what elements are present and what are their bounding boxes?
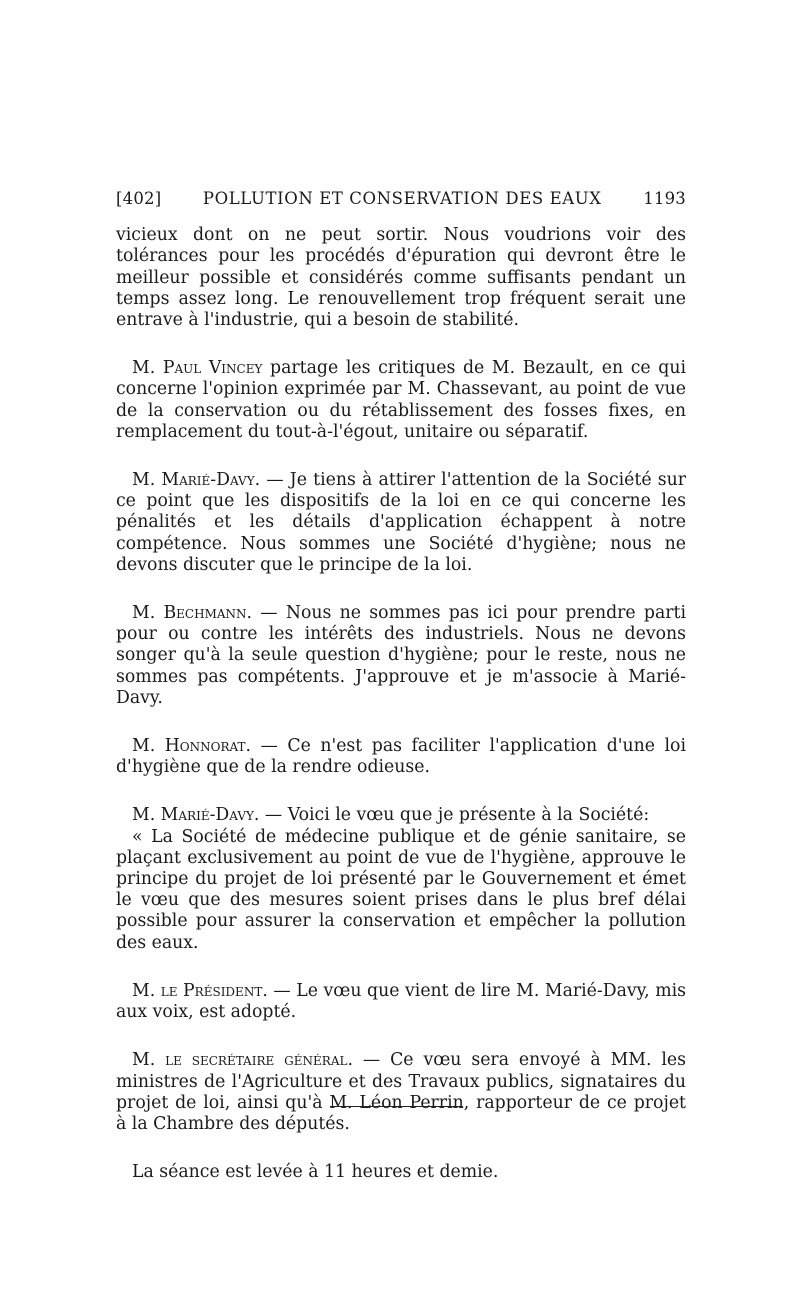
paragraph-marie-davy-2 (116, 805, 686, 953)
paragraph-text: — Voici le vœu que je présente à la Société: (259, 805, 650, 826)
paragraph-intro (116, 805, 686, 826)
paragraph-bechmann (116, 603, 686, 709)
paragraph-text: — Ce vœu sera envoyé à MM. les ministres de l'Agriculture et des Travaux publics, signataires du projet de loi, ainsi qu'à M. Léon Perrin, rapporteur de ce projet à la Chambre des députés. (116, 1050, 686, 1134)
paragraph-text: — Le vœu que vient de lire M. Marié-Davy, mis aux voix, est adopté. (116, 980, 686, 1023)
speaker-name: M. Paul Vincey (132, 358, 263, 379)
speaker-name: M. Marié-Davy. (132, 805, 260, 826)
paragraph-president (116, 981, 686, 1023)
paragraph-secretaire (116, 1050, 686, 1135)
page-reference: [402] (116, 189, 162, 208)
speaker-name: M. Honnorat. (132, 736, 252, 757)
paragraph-text: — Je tiens à attirer l'attention de la Société sur ce point que les dispositifs de la loi en ce qui concerne les pénalités et les détails d'application échappent à notre compétence. Nous sommes une Société d'hygiène; nous ne devons discuter que le principe de la loi. (116, 470, 686, 575)
paragraph-vincey (116, 358, 686, 443)
paragraph-text: — Ce n'est pas faciliter l'application d'une loi d'hygiène que de la rendre odieuse. (116, 736, 686, 778)
end-rule (330, 1106, 463, 1107)
running-title: POLLUTION ET CONSERVATION DES EAUX (202, 189, 602, 208)
speaker-name: M. Marié-Davy. (132, 470, 261, 491)
resolution-quote: « La Société de médecine publique et de génie sanitaire, se plaçant exclusivement au point de vue de l'hygiène, approuve le principe du projet de loi présenté par le Gouvernement et émet le vœu que des mesures soient prises dans le plus bref délai possible pour assurer la conservation et empêcher la pollution des eaux. (116, 826, 686, 953)
speaker-name: M. le secrétaire général. (132, 1050, 353, 1071)
speaker-name: M. Bechmann. (132, 603, 253, 624)
speaker-name: M. le Président. (132, 980, 268, 1001)
paragraph-closing (116, 1162, 686, 1183)
paragraph-honnorat (116, 736, 686, 778)
document-page (116, 188, 686, 1210)
paragraph-text: vicieux dont on ne peut sortir. Nous voudrions voir des tolérances pour les procédés d'épuration qui devront être le meilleur possible et considérés comme suffisants pendant un temps assez long. Le renouvellement trop fréquent serait une entrave à l'industrie, qui a besoin de stabilité. (116, 225, 686, 331)
page-number: 1193 (643, 189, 686, 208)
paragraph-text: partage les critiques de M. Bezault, en ce qui concerne l'opinion exprimée par M. Chassevant, au point de vue de la conservation ou du rétablissement des fosses fixes, en remplacement du tout-à-l'égout, unitaire ou séparatif. (116, 358, 686, 442)
paragraph-text: La séance est levée à 11 heures et demie. (132, 1162, 499, 1183)
running-header (116, 188, 686, 209)
paragraph-continuation (116, 225, 686, 331)
paragraph-text: — Nous ne sommes pas ici pour prendre parti pour ou contre les intérêts des industriels. Nous ne devons songer qu'à la seule question d'hygiène; pour le reste, nous ne sommes pas compétents. J'approuve et je m'associe à Marié-Davy. (116, 603, 686, 708)
paragraph-marie-davy-1 (116, 470, 686, 576)
